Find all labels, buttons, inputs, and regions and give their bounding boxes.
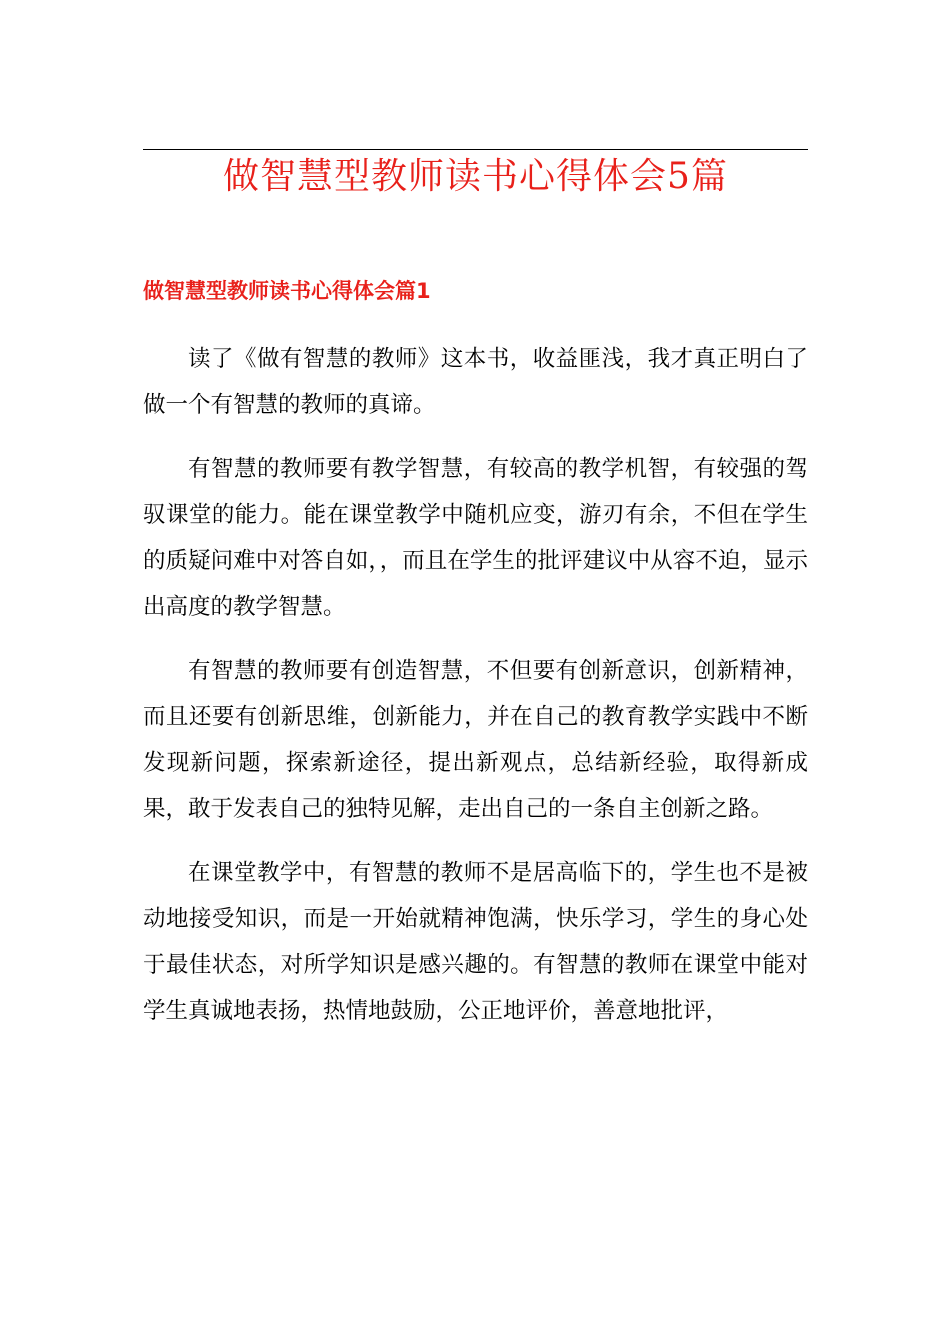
paragraph-2: 有智慧的教师要有教学智慧，有较高的教学机智，有较强的驾驭课堂的能力。能在课堂教学中随机应变，游刃有余，不但在学生的质疑问难中对答自如，，而且在学生的批评建议中从容不迫，显示出高度的教学智慧。 bbox=[143, 456, 808, 620]
paragraph-3: 有智慧的教师要有创造智慧，不但要有创新意识，创新精神，而且还要有创新思维，创新能力，并在自己的教育教学实践中不断发现新问题，探索新途径，提出新观点，总结新经验，取得新成果，敢于发表自己的独特见解，走出自己的一条自主创新之路。 bbox=[143, 658, 808, 822]
document-title: 做智慧型教师读书心得体会5篇 bbox=[223, 156, 728, 197]
section-heading: 做智慧型教师读书心得体会篇1 bbox=[143, 279, 431, 303]
document-body bbox=[143, 336, 808, 1052]
paragraph-4: 在课堂教学中，有智慧的教师不是居高临下的，学生也不是被动地接受知识，而是一开始就精神饱满，快乐学习，学生的身心处于最佳状态，对所学知识是感兴趣的。有智慧的教师在课堂中能对学生真诚地表扬，热情地鼓励，公正地评价，善意地批评， bbox=[143, 860, 808, 1024]
paragraph-1: 读了《做有智慧的教师》这本书，收益匪浅，我才真正明白了做一个有智慧的教师的真谛。 bbox=[143, 346, 808, 418]
